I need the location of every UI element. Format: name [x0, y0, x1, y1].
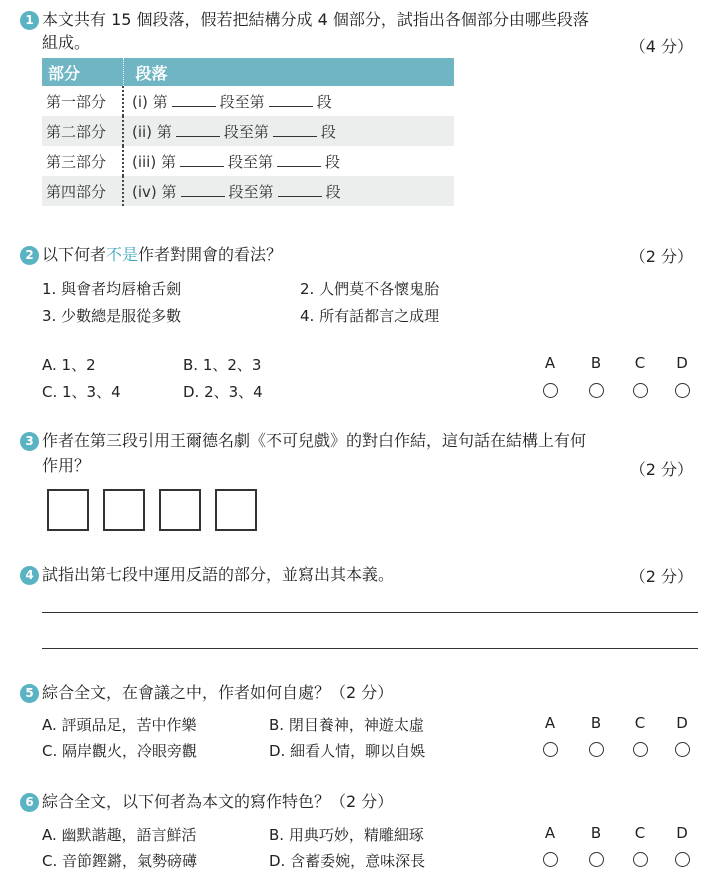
answer-bubble-b[interactable]	[589, 742, 604, 757]
part-label: 第三部分	[46, 152, 107, 171]
part-label: 第一部分	[46, 92, 107, 111]
option-c: C. 隔岸觀火，冷眼旁觀	[42, 742, 198, 760]
marks-label: （2 分）	[629, 567, 693, 586]
question-number-badge: 4	[20, 566, 39, 585]
answer-bubble-d[interactable]	[675, 852, 690, 867]
answer-letter-d: D	[676, 354, 688, 372]
table-row	[42, 86, 454, 116]
paragraph-cell	[123, 116, 454, 146]
answer-letter-a: A	[544, 824, 556, 842]
text: 段至第	[228, 182, 274, 201]
highlighted-text: 不是	[106, 245, 139, 264]
answer-letter-b: B	[590, 824, 602, 842]
question-number-badge: 3	[20, 432, 39, 451]
marks-label: （2 分）	[629, 460, 693, 479]
text: 段	[325, 152, 341, 171]
answer-blank[interactable]	[269, 93, 313, 107]
table-header-paragraph: 段落	[123, 58, 454, 86]
answer-bubble-d[interactable]	[675, 383, 690, 398]
option-b: B. 閉目養神，神遊太虛	[269, 716, 424, 734]
question-text: 綜合全文，以下何者為本文的寫作特色？（2 分）	[42, 792, 394, 811]
marks-label: （4 分）	[629, 37, 693, 56]
option-b: B. 1、2、3	[183, 356, 262, 374]
option-a: A. 評頭品足，苦中作樂	[42, 716, 197, 734]
answer-letter-c: C	[634, 714, 646, 732]
text: 作者對開會的看法？	[138, 245, 283, 264]
option-d: D. 2、3、4	[183, 383, 263, 401]
text: 段至第	[228, 152, 274, 171]
question-text-line2: 組成。	[42, 33, 91, 52]
question-number-badge: 1	[20, 11, 39, 30]
answer-bubble-d[interactable]	[675, 742, 690, 757]
question-text: 綜合全文，在會議之中，作者如何自處？（2 分）	[42, 683, 394, 702]
answer-blank[interactable]	[180, 153, 224, 167]
text: 以下何者	[42, 245, 107, 264]
answer-bubble-a[interactable]	[543, 852, 558, 867]
table-row	[42, 146, 454, 176]
answer-letter-c: C	[634, 824, 646, 842]
text: 第	[156, 122, 172, 141]
answer-bubble-c[interactable]	[633, 742, 648, 757]
paragraph-cell	[123, 86, 454, 116]
option-c: C. 1、3、4	[42, 383, 121, 401]
answer-line[interactable]	[42, 648, 698, 649]
question-number-badge: 2	[20, 246, 39, 265]
question-number-badge: 6	[20, 793, 39, 812]
question-text-line2: 作用？	[42, 456, 91, 475]
answer-blank[interactable]	[278, 183, 322, 197]
part-label: 第二部分	[42, 116, 123, 146]
text: 段	[316, 92, 332, 111]
option-a: A. 幽默諧趣，語言鮮活	[42, 826, 197, 844]
answer-bubble-a[interactable]	[543, 383, 558, 398]
text: 段至第	[223, 122, 269, 141]
text: 段	[320, 122, 336, 141]
answer-letter-c: C	[634, 354, 646, 372]
table-header-part: 部分	[42, 58, 123, 86]
statement: 4. 所有話都言之成理	[300, 307, 440, 325]
question-number-badge: 5	[20, 684, 39, 703]
table-row	[42, 116, 454, 146]
answer-letter-a: A	[544, 714, 556, 732]
option-a: A. 1、2	[42, 356, 96, 374]
answer-bubble-c[interactable]	[633, 852, 648, 867]
answer-box[interactable]	[215, 489, 257, 531]
answer-bubble-b[interactable]	[589, 852, 604, 867]
answer-blank[interactable]	[176, 123, 220, 137]
answer-blank[interactable]	[172, 93, 216, 107]
option-d: D. 含蓄委婉，意味深長	[269, 852, 426, 870]
structure-table	[42, 58, 454, 206]
answer-letter-d: D	[676, 824, 688, 842]
text: 段至第	[219, 92, 265, 111]
answer-bubble-b[interactable]	[589, 383, 604, 398]
roman-label: (iii)	[132, 152, 157, 171]
answer-blank[interactable]	[181, 183, 225, 197]
answer-letter-a: A	[544, 354, 556, 372]
answer-blank[interactable]	[273, 123, 317, 137]
answer-line[interactable]	[42, 612, 698, 613]
roman-label: (i)	[132, 92, 148, 111]
statement: 2. 人們莫不各懷鬼胎	[300, 280, 440, 298]
text: 段	[325, 182, 341, 201]
question-text	[42, 244, 282, 265]
text: 第	[161, 182, 177, 201]
answer-box[interactable]	[103, 489, 145, 531]
answer-box[interactable]	[47, 489, 89, 531]
text: 第	[152, 92, 168, 111]
answer-letter-b: B	[590, 714, 602, 732]
question-text-line1: 作者在第三段引用王爾德名劇《不可兒戲》的對白作結，這句話在結構上有何	[42, 431, 587, 450]
question-text: 試指出第七段中運用反語的部分，並寫出其本義。	[42, 565, 395, 584]
answer-letter-d: D	[676, 714, 688, 732]
option-d: D. 細看人情，聊以自娛	[269, 742, 426, 760]
answer-bubble-a[interactable]	[543, 742, 558, 757]
answer-box[interactable]	[159, 489, 201, 531]
roman-label: (iv)	[132, 182, 157, 201]
statement: 3. 少數總是服從多數	[42, 307, 182, 325]
answer-letter-b: B	[590, 354, 602, 372]
table-row	[42, 176, 454, 206]
part-label: 第四部分	[42, 176, 123, 206]
marks-label: （2 分）	[629, 247, 693, 266]
statement: 1. 與會者均唇槍舌劍	[42, 280, 182, 298]
option-c: C. 音節鏗鏘，氣勢磅礡	[42, 852, 198, 870]
answer-bubble-c[interactable]	[633, 383, 648, 398]
answer-blank[interactable]	[277, 153, 321, 167]
question-text-line1: 本文共有 15 個段落，假若把結構分成 4 個部分，試指出各個部分由哪些段落	[42, 10, 589, 29]
paragraph-cell	[123, 146, 454, 176]
roman-label: (ii)	[132, 122, 153, 141]
text: 第	[161, 152, 177, 171]
paragraph-cell	[123, 176, 454, 206]
option-b: B. 用典巧妙，精雕細琢	[269, 826, 424, 844]
